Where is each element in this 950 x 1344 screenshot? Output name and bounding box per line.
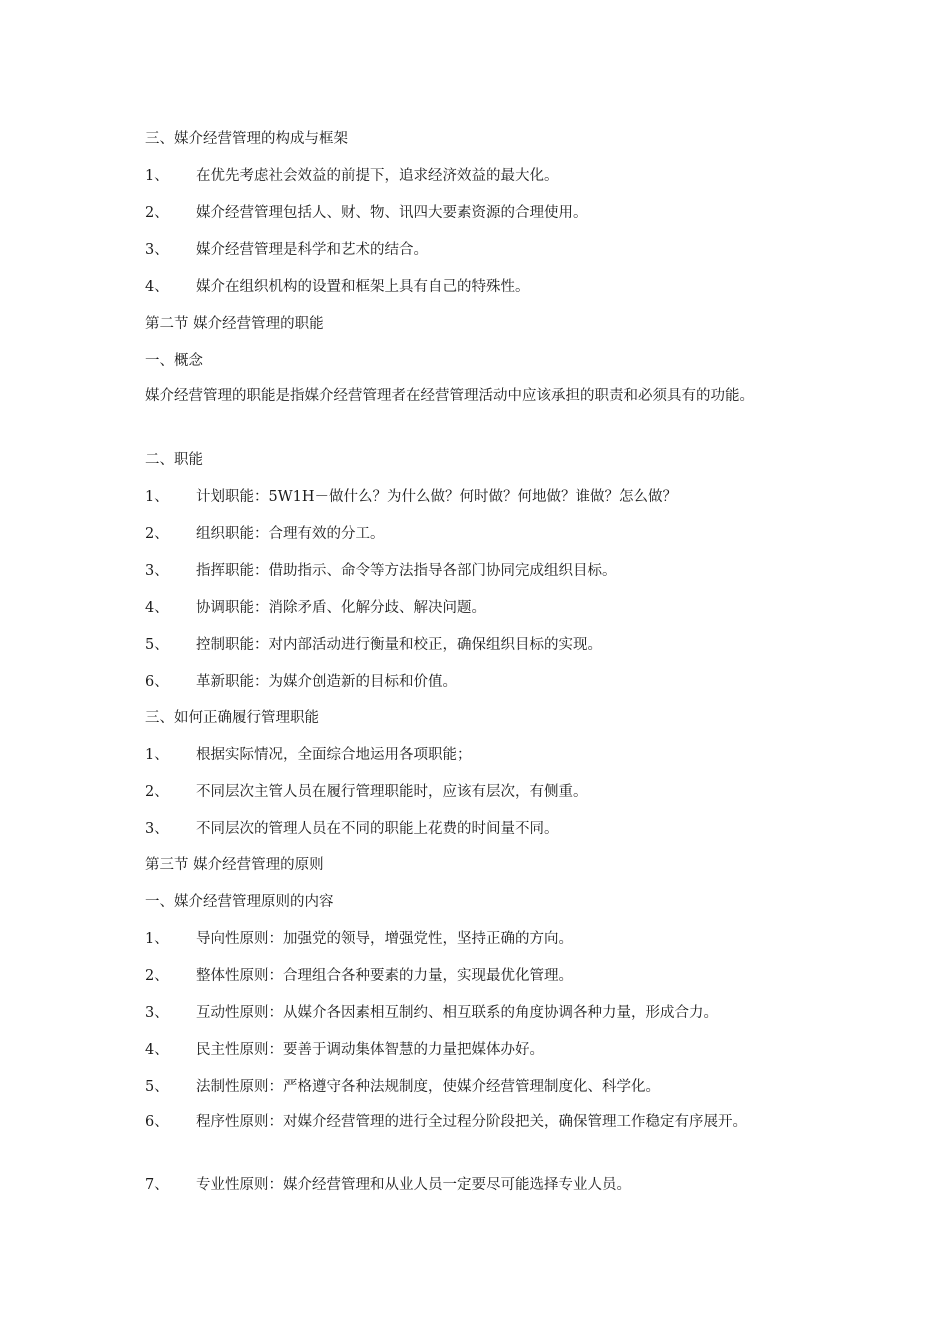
subsection-heading: 一、媒介经营管理原则的内容 — [145, 894, 334, 910]
list-item — [145, 597, 810, 619]
list-number: 3、 — [145, 821, 169, 837]
list-text: 民主性原则：要善于调动集体智慧的力量把媒体办好。 — [196, 1042, 544, 1058]
list-text: 组织职能：合理有效的分工。 — [196, 526, 385, 542]
list-number: 7、 — [145, 1177, 169, 1193]
list-text: 指挥职能：借助指示、命令等方法指导各部门协同完成组织目标。 — [196, 563, 617, 579]
list-item — [145, 818, 810, 840]
list-item — [145, 1002, 810, 1024]
list-item — [145, 1111, 810, 1133]
list-number: 4、 — [145, 600, 169, 616]
list-item — [145, 671, 810, 693]
list-number: 1、 — [145, 747, 169, 763]
list-item — [145, 165, 810, 187]
list-text: 协调职能：消除矛盾、化解分歧、解决问题。 — [196, 600, 486, 616]
list-number: 3、 — [145, 1005, 169, 1021]
list-text: 媒介经营管理是科学和艺术的结合。 — [196, 242, 428, 258]
list-text: 计划职能：5W1H－做什么？为什么做？何时做？何地做？谁做？怎么做？ — [196, 489, 677, 505]
list-item — [145, 1174, 810, 1196]
list-text: 整体性原则：合理组合各种要素的力量，实现最优化管理。 — [196, 968, 573, 984]
list-number: 1、 — [145, 168, 169, 184]
list-item — [145, 1076, 810, 1098]
list-number: 2、 — [145, 205, 169, 221]
list-text: 不同层次主管人员在履行管理职能时，应该有层次，有侧重。 — [196, 784, 588, 800]
list-number: 2、 — [145, 784, 169, 800]
list-text: 媒介在组织机构的设置和框架上具有自己的特殊性。 — [196, 279, 530, 295]
subsection-heading: 一、概念 — [145, 353, 203, 369]
list-text: 控制职能：对内部活动进行衡量和校正，确保组织目标的实现。 — [196, 637, 602, 653]
list-number: 1、 — [145, 931, 169, 947]
list-text: 法制性原则：严格遵守各种法规制度，使媒介经营管理制度化、科学化。 — [196, 1079, 660, 1095]
list-number: 5、 — [145, 1079, 169, 1095]
list-item — [145, 965, 810, 987]
list-text: 专业性原则：媒介经营管理和从业人员一定要尽可能选择专业人员。 — [196, 1177, 631, 1193]
list-number: 4、 — [145, 1042, 169, 1058]
list-number: 2、 — [145, 968, 169, 984]
list-item — [145, 202, 810, 224]
list-item — [145, 928, 810, 950]
list-number: 1、 — [145, 489, 169, 505]
list-text: 革新职能：为媒介创造新的目标和价值。 — [196, 674, 457, 690]
section-heading: 三、媒介经营管理的构成与框架 — [145, 131, 348, 147]
section-heading: 第二节 媒介经营管理的职能 — [145, 316, 324, 332]
section-heading: 第三节 媒介经营管理的原则 — [145, 857, 324, 873]
list-text: 程序性原则：对媒介经营管理的进行全过程分阶段把关，确保管理工作稳定有序展开。 — [196, 1114, 747, 1130]
list-text: 媒介经营管理包括人、财、物、讯四大要素资源的合理使用。 — [196, 205, 588, 221]
list-item — [145, 1039, 810, 1061]
list-item — [145, 560, 810, 582]
list-number: 5、 — [145, 637, 169, 653]
list-number: 4、 — [145, 279, 169, 295]
list-item — [145, 523, 810, 545]
list-text: 不同层次的管理人员在不同的职能上花费的时间量不同。 — [196, 821, 559, 837]
list-text: 在优先考虑社会效益的前提下，追求经济效益的最大化。 — [196, 168, 559, 184]
list-item — [145, 276, 810, 298]
list-number: 6、 — [145, 674, 169, 690]
list-number: 3、 — [145, 242, 169, 258]
list-item — [145, 486, 810, 508]
list-item — [145, 744, 810, 766]
subsection-heading: 三、如何正确履行管理职能 — [145, 710, 319, 726]
list-number: 2、 — [145, 526, 169, 542]
list-item — [145, 239, 810, 261]
list-number: 6、 — [145, 1114, 169, 1130]
list-text: 根据实际情况，全面综合地运用各项职能； — [196, 747, 472, 763]
list-text: 导向性原则：加强党的领导，增强党性，坚持正确的方向。 — [196, 931, 573, 947]
paragraph: 媒介经营管理的职能是指媒介经营管理者在经营管理活动中应该承担的职责和必须具有的功能。 — [145, 388, 754, 404]
list-number: 3、 — [145, 563, 169, 579]
list-item — [145, 634, 810, 656]
subsection-heading: 二、职能 — [145, 452, 203, 468]
list-item — [145, 781, 810, 803]
list-text: 互动性原则：从媒介各因素相互制约、相互联系的角度协调各种力量，形成合力。 — [196, 1005, 718, 1021]
